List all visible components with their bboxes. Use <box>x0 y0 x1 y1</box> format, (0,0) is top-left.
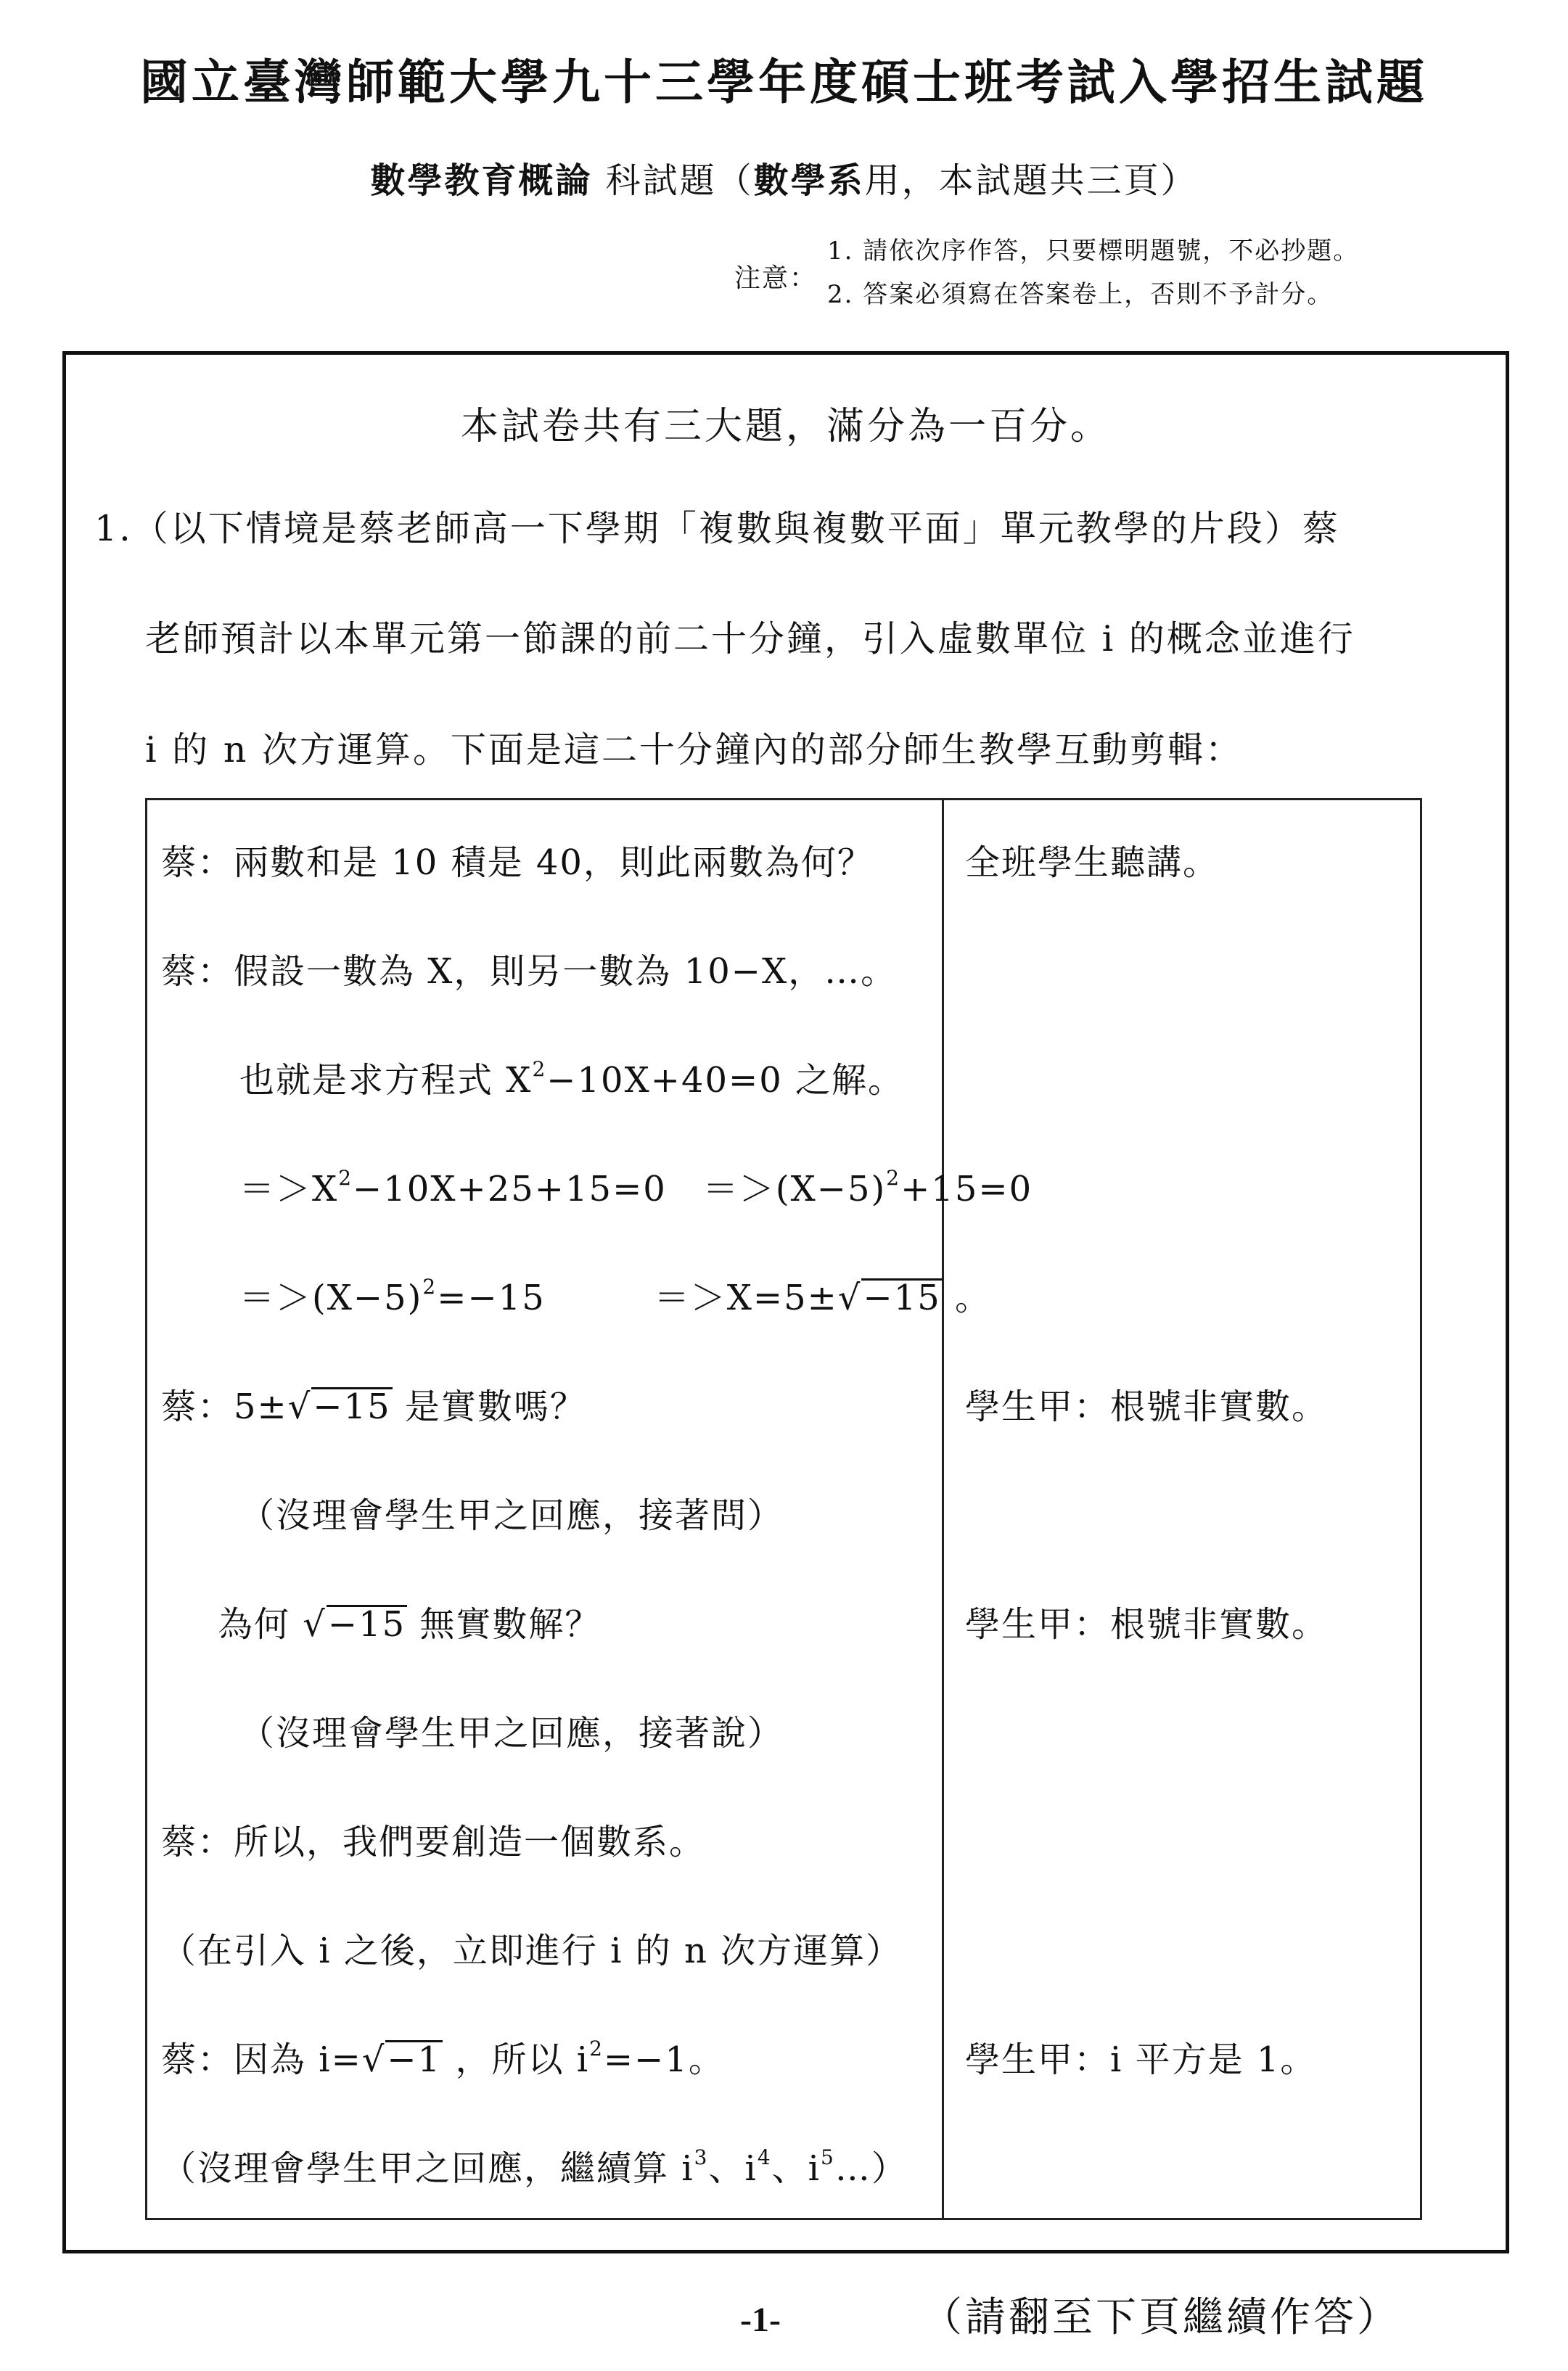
teacher-line-4 <box>239 1161 1033 1211</box>
equation-text: 。 <box>942 1278 992 1318</box>
equation-text: 蔡：因為 i=√ <box>161 2039 386 2080</box>
student-response-3: 學生甲：根號非實數。 <box>965 1604 1329 1645</box>
exponent: 5 <box>821 2145 835 2169</box>
exponent: 2 <box>422 1275 438 1299</box>
equation-text: =−15 ＝＞X=5±√ <box>437 1278 862 1318</box>
student-response-4: 學生甲：i 平方是 1。 <box>965 2039 1317 2080</box>
equation-text: 也就是求方程式 X <box>239 1060 533 1101</box>
teacher-line-5 <box>239 1270 991 1320</box>
exponent: 3 <box>694 2145 709 2169</box>
exam-subtitle <box>0 152 1568 202</box>
equation-text: 、i <box>708 2148 758 2189</box>
equation-text: 蔡：5±√ <box>161 1386 312 1427</box>
teacher-line-13 <box>161 2140 908 2190</box>
continue-note: （請翻至下頁繼續作答） <box>921 2294 1400 2341</box>
teacher-line-6 <box>161 1378 586 1429</box>
notice-label: 注意： <box>734 263 818 293</box>
equation-text: 、i <box>771 2148 821 2189</box>
equation-text: +15=0 <box>900 1169 1033 1209</box>
exponent: 2 <box>338 1166 353 1190</box>
notice-item-2: 2. 答案必須寫在答案卷上，否則不予計分。 <box>827 280 1334 309</box>
radicand: −15 <box>327 1604 406 1645</box>
equation-text: ，所以 i <box>443 2039 590 2080</box>
subtitle-tail: 用，本試題共三頁） <box>864 160 1198 201</box>
teacher-line-12 <box>161 2031 725 2082</box>
equation-text: 是實數嗎？ <box>392 1386 586 1427</box>
equation-text: 無實數解？ <box>407 1604 602 1645</box>
page-number: -1- <box>740 2301 781 2339</box>
subject-name: 數學教育概論 <box>370 160 593 201</box>
equation-text: −10X+40=0 之解。 <box>546 1060 905 1101</box>
subtitle-mid: 科試題（ <box>592 160 754 201</box>
teacher-line-9: （沒理會學生甲之回應，接著說） <box>239 1713 784 1754</box>
teacher-line-3 <box>239 1052 904 1102</box>
notice-item-1: 1. 請依次序作答，只要標明題號，不必抄題。 <box>827 237 1360 266</box>
dialog-table-divider <box>942 798 944 2220</box>
exponent: 2 <box>589 2037 604 2060</box>
teacher-line-11: （在引入 i 之後，立即進行 i 的 n 次方運算） <box>161 1931 903 1971</box>
student-response-2: 學生甲：根號非實數。 <box>965 1386 1329 1427</box>
equation-text: …） <box>834 2148 908 2189</box>
question-1-line-3: i 的 n 次方運算。下面是這二十分鐘內的部分師生教學互動剪輯： <box>145 729 1243 771</box>
teacher-line-1: 蔡：兩數和是 10 積是 40，則此兩數為何？ <box>161 842 874 883</box>
exponent: 2 <box>532 1057 547 1081</box>
exponent: 2 <box>886 1166 901 1190</box>
radicand: −1 <box>387 2039 442 2080</box>
exam-title: 國立臺灣師範大學九十三學年度碩士班考試入學招生試題 <box>140 54 1428 110</box>
teacher-line-7: （沒理會學生甲之回應，接著問） <box>239 1495 784 1536</box>
question-1-line-2: 老師預計以本單元第一節課的前二十分鐘，引入虛數單位 i 的概念並進行 <box>145 618 1355 659</box>
equation-text: 為何 √ <box>218 1604 327 1645</box>
equation-text: −10X+25+15=0 ＝＞(X−5) <box>353 1169 887 1209</box>
teacher-line-10: 蔡：所以，我們要創造一個數系。 <box>161 1822 706 1862</box>
department-name: 數學系 <box>753 160 865 201</box>
equation-text: =−1。 <box>603 2039 725 2080</box>
teacher-line-2: 蔡：假設一數為 X，則另一數為 10−X，…。 <box>161 951 898 992</box>
equation-text: （沒理會學生甲之回應，繼續算 i <box>161 2148 694 2189</box>
exponent: 4 <box>757 2145 772 2169</box>
equation-text: ＝＞(X−5) <box>239 1278 423 1318</box>
equation-text: ＝＞X <box>239 1169 339 1209</box>
student-response-1: 全班學生聽講。 <box>965 842 1220 883</box>
teacher-line-8 <box>218 1596 601 1646</box>
radicand: −15 <box>863 1278 941 1318</box>
radicand: −15 <box>313 1386 391 1427</box>
question-1-line-1: 1.（以下情境是蔡老師高一下學期「複數與複數平面」單元教學的片段）蔡 <box>94 508 1340 549</box>
exam-instructions-heading: 本試卷共有三大題，滿分為一百分。 <box>460 405 1111 448</box>
